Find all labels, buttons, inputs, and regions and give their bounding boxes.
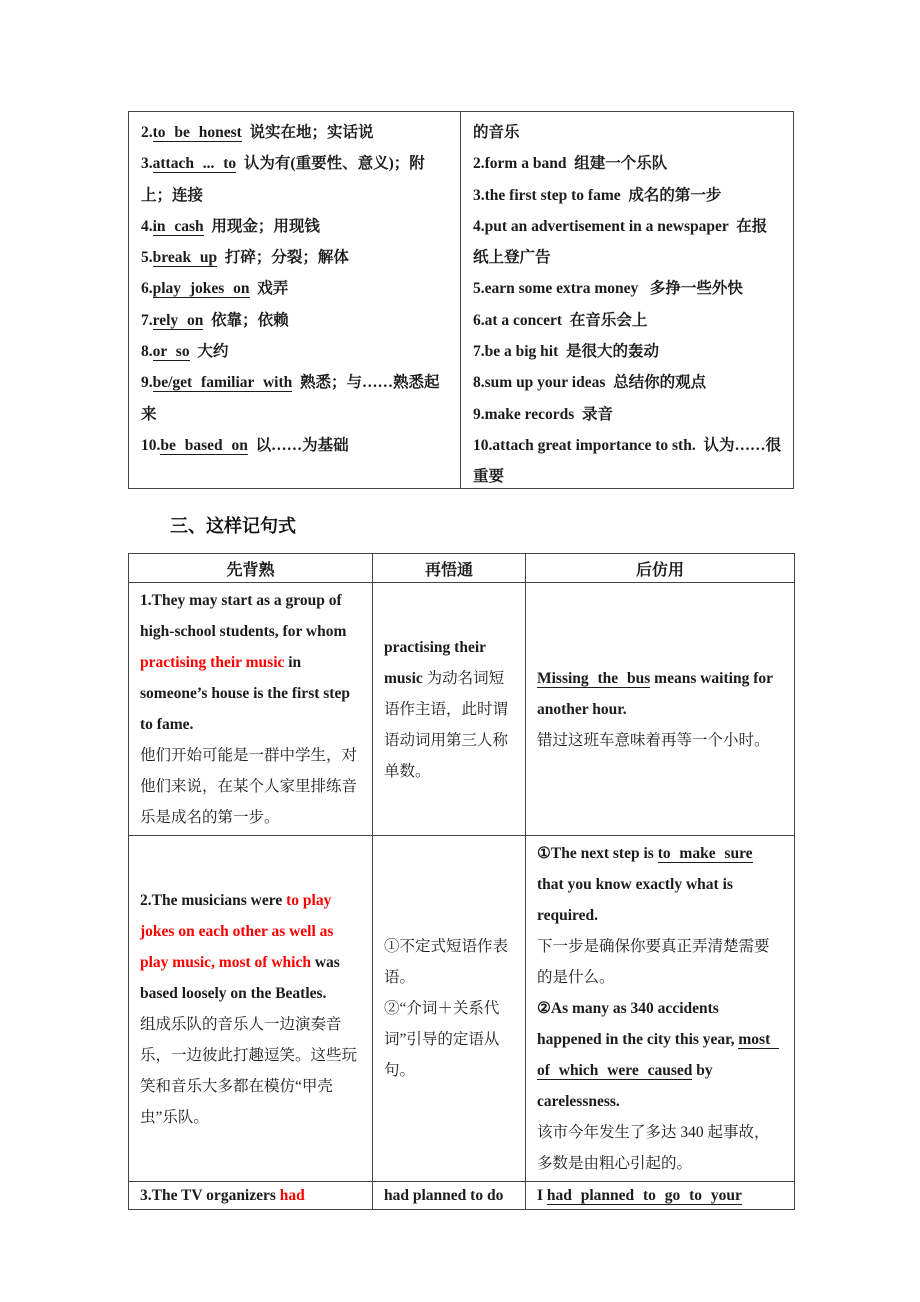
paragraph: [140, 1184, 361, 1207]
text-segment: 4.: [141, 217, 153, 235]
paragraph: [140, 740, 361, 833]
text-segment: attach ... to: [152, 155, 237, 173]
phrase-table: [128, 111, 794, 489]
paragraph: [140, 885, 361, 1009]
text-segment: be based on: [160, 436, 248, 454]
text-segment: 6.at a concert 在音乐会上: [473, 311, 648, 329]
text-segment: ①不定式短语作表语。: [384, 938, 509, 986]
phrase-item: [141, 242, 449, 273]
phrase-item: [141, 148, 449, 211]
text-segment: to be honest: [152, 124, 242, 141]
text-segment: 戏弄: [249, 280, 289, 298]
text-segment: 6.: [141, 280, 153, 298]
text-segment: practising their music: [140, 654, 285, 671]
sentence-cell-recite: [129, 1182, 373, 1210]
text-segment: 3.the first step to fame 成名的第一步: [473, 186, 722, 204]
phrase-column-left: [129, 112, 460, 488]
sentence-cell-imitate: [526, 1182, 795, 1210]
text-segment: ①The next step is: [537, 845, 658, 862]
phrase-item: [141, 305, 449, 336]
phrase-item: [473, 336, 782, 367]
sentence-table-header-row: [129, 554, 795, 583]
text-segment: 4.put an advertisement in a newspaper 在报纸上登广告: [473, 217, 768, 267]
text-segment: 10.: [141, 436, 161, 454]
text-segment: 8.sum up your ideas 总结你的观点: [473, 374, 707, 392]
text-segment: play jokes on: [152, 280, 250, 298]
phrase-item: [141, 273, 449, 304]
phrase-column-right: [460, 112, 793, 488]
text-segment: 2.form a band 组建一个乐队: [473, 155, 668, 173]
paragraph: [384, 1184, 514, 1207]
text-segment: 以……为基础: [247, 436, 349, 454]
sentence-row: [129, 583, 795, 836]
section-heading: 三、这样记句式: [170, 516, 296, 536]
sentence-cell-imitate: [526, 583, 795, 836]
paragraph: [140, 585, 361, 740]
paragraph: [384, 632, 514, 787]
sentence-cell-recite: [129, 583, 373, 836]
text-segment: ②As many as 340 accidents happened in the city this year,: [537, 1000, 739, 1048]
sentence-cell-recite: [129, 836, 373, 1182]
text-segment: 3.: [141, 155, 153, 173]
text-segment: most of which were caused: [537, 1031, 780, 1079]
text-segment: 9.: [141, 374, 153, 392]
sentence-cell-imitate: [526, 836, 795, 1182]
paragraph: [384, 993, 514, 1086]
phrase-item: [473, 273, 782, 304]
paragraph: [537, 663, 783, 725]
paragraph: [537, 1184, 783, 1207]
text-segment: 5.earn some extra money 多挣一些外快: [473, 280, 743, 298]
sentence-cell-understand: [373, 583, 526, 836]
text-segment: 9.make records 录音: [473, 405, 614, 423]
text-segment: 2.: [141, 124, 153, 141]
paragraph: [537, 931, 783, 993]
sentence-table: [128, 553, 795, 1210]
paragraph: [537, 993, 783, 1117]
text-segment: 大约: [189, 343, 229, 361]
text-segment: 1.They may start as a group of high-school students, for whom: [140, 592, 351, 640]
text-segment: 熟悉；与……熟悉起来: [141, 374, 440, 423]
text-segment: 打碎；分裂；解体: [217, 249, 349, 267]
column-header-recite: 先背熟: [129, 554, 373, 583]
text-segment: 7.be a big hit 是很大的轰动: [473, 343, 660, 361]
column-header-understand: 再悟通: [373, 554, 526, 583]
phrase-item: [473, 180, 782, 211]
column-header-imitate: 后仿用: [526, 554, 795, 583]
text-segment: 该市今年发生了多达 340 起事故，多数是由粗心引起的。: [537, 1124, 770, 1172]
phrase-item: [473, 305, 782, 336]
text-segment: 依靠；依赖: [203, 311, 289, 329]
text-segment: was based loosely on the Beatles.: [140, 953, 344, 1002]
phrase-item: [473, 148, 782, 179]
text-segment: break up: [152, 249, 218, 267]
text-segment: Missing the bus: [537, 669, 651, 687]
text-segment: 错过这班车意味着再等一个小时。: [537, 731, 770, 749]
text-segment: practising their music: [384, 638, 490, 687]
text-segment: in someone’s house is the first step to fame.: [140, 654, 354, 733]
text-segment: 组成乐队的音乐人一边演奏音乐，一边彼此打趣逗笑。这些玩笑和音乐大多都在模仿“甲壳虫”乐队。: [140, 1015, 358, 1126]
sentence-cell-understand: [373, 1182, 526, 1210]
phrase-item: [473, 399, 782, 430]
text-segment: had planned to go to your: [546, 1187, 742, 1204]
text-segment: 7.: [141, 311, 153, 329]
phrase-item: [141, 211, 449, 242]
phrase-item: [141, 367, 449, 430]
sentence-cell-understand: [373, 836, 526, 1182]
text-segment: or so: [152, 343, 190, 361]
text-segment: I: [537, 1187, 547, 1204]
phrase-item: [473, 117, 782, 148]
text-segment: had: [279, 1187, 305, 1204]
paragraph: [537, 838, 783, 931]
paragraph: [537, 1117, 783, 1179]
text-segment: had planned to do: [384, 1187, 504, 1204]
text-segment: 说实在地；实话说: [241, 124, 374, 141]
paragraph: [140, 1009, 361, 1133]
text-segment: 下一步是确保你要真正弄清楚需要的是什么。: [537, 938, 770, 986]
text-segment: 2.The musicians were: [140, 891, 287, 909]
text-segment: ②“介词＋关系代词”引导的定语从句。: [384, 1000, 500, 1079]
phrase-item: [473, 367, 782, 398]
text-segment: 3.The TV organizers: [140, 1187, 280, 1204]
text-segment: 10.attach great importance to sth. 认为……很重要: [473, 436, 781, 486]
text-segment: rely on: [152, 311, 204, 329]
phrase-item: [141, 336, 449, 367]
text-segment: 用现金；用现钱: [203, 217, 320, 235]
phrase-item: [473, 430, 782, 493]
text-segment: be/get familiar with: [152, 374, 293, 392]
sentence-row: [129, 1182, 795, 1210]
text-segment: 的音乐: [473, 124, 520, 141]
text-segment: 他们开始可能是一群中学生，对他们来说，在某个人家里排练音乐是成名的第一步。: [140, 747, 358, 826]
paragraph: [384, 931, 514, 993]
phrase-item: [473, 211, 782, 274]
text-segment: 为动名词短语作主语，此时谓语动词用第三人称单数。: [384, 669, 509, 780]
text-segment: 认为有(重要性、意义)；附上；连接: [141, 155, 425, 204]
paragraph: [537, 725, 783, 756]
text-segment: by carelessness.: [537, 1062, 717, 1110]
sentence-row: [129, 836, 795, 1182]
text-segment: to play jokes on each other as well as play music, most of which: [140, 891, 338, 971]
text-segment: 5.: [141, 249, 153, 267]
phrase-item: [141, 430, 449, 461]
text-segment: 8.: [141, 343, 153, 361]
text-segment: in cash: [152, 217, 204, 235]
text-segment: to make sure: [657, 845, 753, 862]
text-segment: means waiting for another hour.: [537, 669, 777, 718]
phrase-item: [141, 117, 449, 148]
text-segment: that you know exactly what is required.: [537, 845, 757, 924]
